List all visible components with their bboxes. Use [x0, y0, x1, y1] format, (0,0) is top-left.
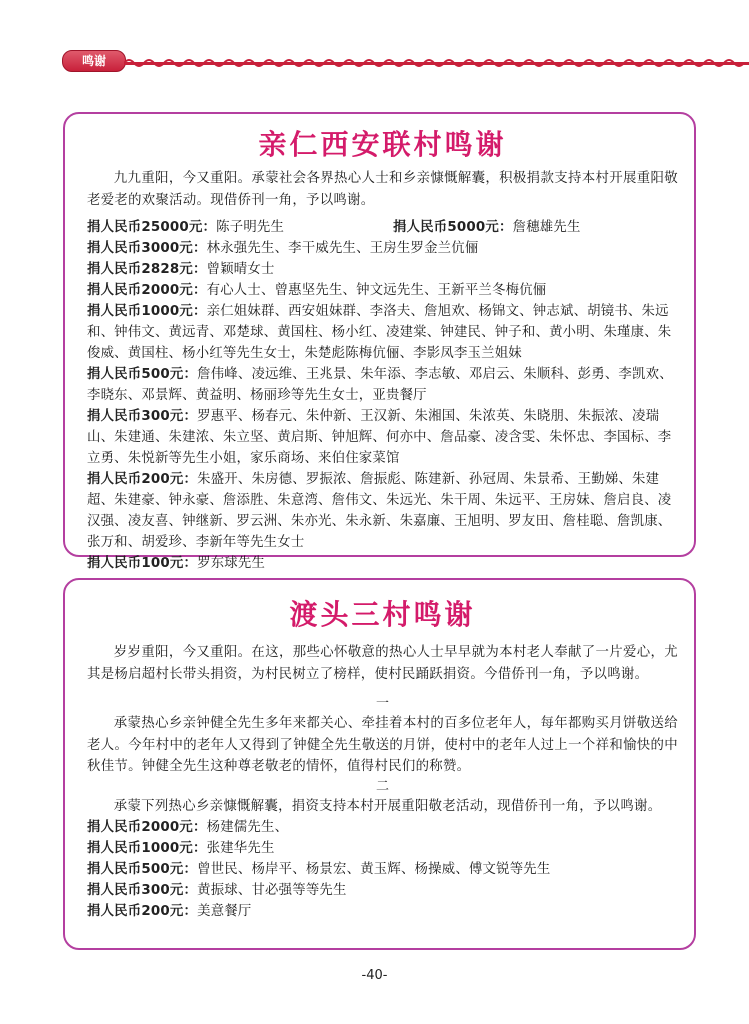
section-title: 渡头三村鸣谢 [289, 598, 476, 631]
donor-names: 詹伟峰、凌远维、王兆景、朱年添、李志敏、邓启云、朱顺科、彭勇、李凯欢、李晓东、邓景辉、黄益明、杨丽珍等先生女士，亚贵餐厅 [87, 367, 673, 403]
donation-row [87, 901, 678, 922]
donor-names: 杨建儒先生、 [206, 820, 289, 835]
donor-names: 詹穗雄先生 [512, 220, 581, 235]
donation-amount-label: 捐人民币1000元： [87, 841, 207, 856]
donor-names: 亲仁姐妹群、西安姐妹群、李洛夫、詹旭欢、杨锦文、钟志斌、胡镜书、朱远和、钟伟文、黄远青、邓楚球、黄国柱、杨小红、凌建棠、钟建民、钟子和、黄小明、朱瑾康、朱俊威、黄国柱、杨小红等先生女士，朱楚彪陈梅伉俪、李影凤李玉兰姐妹 [87, 304, 672, 361]
donation-amount-label: 捐人民币2000元： [87, 283, 207, 298]
donation-row [87, 838, 678, 859]
section-title: 亲仁西安联村鸣谢 [258, 128, 507, 161]
part-marker: 二 [375, 778, 389, 794]
donor-names: 曾颖晴女士 [206, 262, 275, 277]
donation-amount-label: 捐人民币2000元： [87, 820, 207, 835]
donation-amount-label: 捐人民币5000元： [393, 220, 513, 235]
donor-names: 罗东球先生 [197, 556, 266, 571]
donation-amount-label: 捐人民币300元： [87, 409, 198, 424]
donation-row [87, 859, 678, 880]
donation-amount-label: 捐人民币200元： [87, 904, 198, 919]
wave-ornament-icon [124, 56, 749, 70]
donation-amount-label: 捐人民币2828元： [87, 262, 207, 277]
part-text: 承蒙热心乡亲钟健全先生多年来都关心、牵挂着本村的百多位老年人，每年都购买月饼敬送给老人。今年村中的老年人又得到了钟健全先生敬送的月饼，使村中的老年人过上一个祥和愉快的中秋佳节。钟健全先生这种尊老敬老的情怀，值得村民们的称赞。 [87, 716, 678, 774]
donation-row [87, 238, 678, 259]
donor-names: 朱盛开、朱房德、罗振浓、詹振彪、陈建新、孙冠周、朱景希、王勤娣、朱建超、朱建豪、钟永豪、詹添胜、朱意湾、詹伟文、朱远光、朱干周、朱远平、王房妹、詹启良、凌汉强、凌友喜、钟继新、罗云洲、朱亦光、朱永新、朱嘉廉、王旭明、罗友田、詹桂聪、詹凯康、张万和、胡爱珍、李新年等先生女士 [87, 472, 672, 550]
donation-row [87, 217, 678, 238]
donation-amount-label: 捐人民币1000元： [87, 304, 207, 319]
donation-amount-label: 捐人民币25000元： [87, 220, 217, 235]
donor-names: 有心人士、曾惠坚先生、钟文远先生、王新平兰冬梅伉俪 [206, 283, 547, 298]
donor-names: 张建华先生 [206, 841, 275, 856]
donation-row [87, 364, 678, 406]
donor-names: 陈子明先生 [216, 220, 285, 235]
donation-row [87, 406, 678, 469]
donor-names: 罗惠平、杨春元、朱仲新、王汉新、朱湘国、朱浓英、朱晓朋、朱振浓、凌瑞山、朱建通、朱建浓、朱立坚、黄启斯、钟旭辉、何亦中、詹品豪、凌含雯、朱怀忠、李国标、李立勇、朱悦新等先生小姐，家乐商场、来伯住家菜馆 [87, 409, 672, 466]
donation-row [87, 280, 678, 301]
section-intro: 九九重阳，今又重阳。承蒙社会各界热心人士和乡亲慷慨解囊，积极捐款支持本村开展重阳敬老爱老的欢聚活动。现借侨刊一角，予以鸣谢。 [87, 171, 678, 208]
donation-amount-label: 捐人民币300元： [87, 883, 198, 898]
donation-row [87, 880, 678, 901]
part-marker: 一 [375, 696, 389, 711]
donation-amount-label: 捐人民币500元： [87, 862, 198, 877]
donor-names: 黄振球、甘必强等等先生 [197, 883, 347, 898]
donation-row [87, 259, 678, 280]
donation-row [87, 817, 678, 838]
donation-amount-label: 捐人民币3000元： [87, 241, 207, 256]
header-decorative-band [124, 56, 749, 70]
page-number: -40- [361, 968, 388, 983]
section-panel-dutou-sancun [63, 578, 696, 950]
donation-amount-label: 捐人民币100元： [87, 556, 198, 571]
donor-names: 林永强先生、李干威先生、王房生罗金兰伉俪 [206, 241, 479, 256]
donation-row [87, 553, 678, 574]
donation-row [87, 301, 678, 364]
header-tab: 鸣谢 [62, 50, 126, 72]
part-text: 承蒙下列热心乡亲慷慨解囊，捐资支持本村开展重阳敬老活动，现借侨刊一角，予以鸣谢。 [113, 798, 662, 814]
section-intro: 岁岁重阳，今又重阳。在这，那些心怀敬意的热心人士早早就为本村老人奉献了一片爱心，尤其是杨启超村长带头捐资，为村民树立了榜样，使村民踊跃捐资。今借侨刊一角，予以鸣谢。 [87, 645, 678, 682]
donor-names: 美意餐厅 [197, 904, 252, 919]
donor-names: 曾世民、杨岸平、杨景宏、黄玉辉、杨操威、傅文锐等先生 [197, 862, 551, 877]
donation-row [87, 469, 678, 553]
donation-amount-label: 捐人民币200元： [87, 472, 198, 487]
section-panel-qinren-xian [63, 112, 696, 571]
donation-amount-label: 捐人民币500元： [87, 367, 198, 382]
